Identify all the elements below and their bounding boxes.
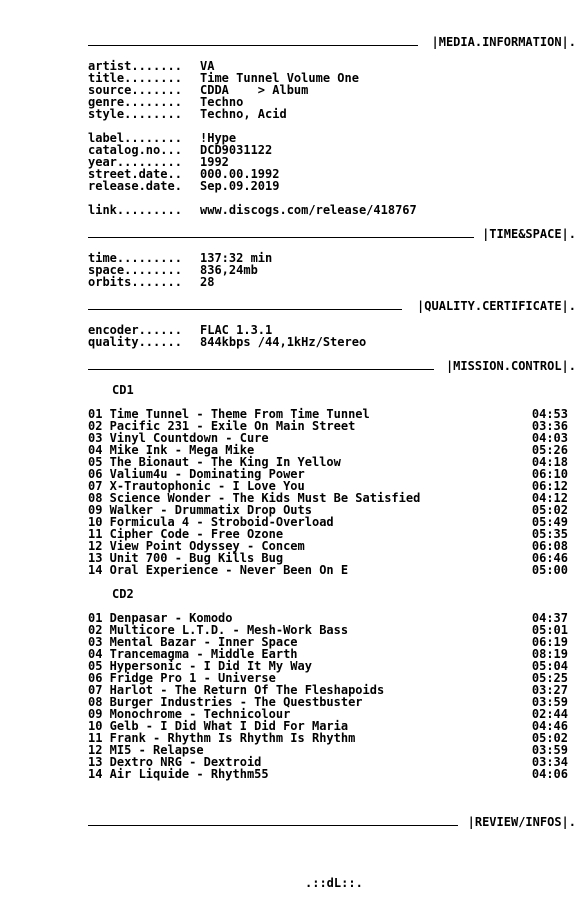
info-value: Sep.09.2019	[200, 179, 280, 193]
section-title: |REVIEW/INFOS|.	[467, 815, 576, 829]
time-space-list	[88, 252, 576, 288]
section-header-review	[88, 816, 576, 828]
info-key: title........	[88, 71, 182, 85]
track-duration: 05:00	[531, 563, 568, 577]
info-key: orbits.......	[88, 275, 182, 289]
track-duration: 05:26	[531, 443, 568, 457]
track-title: 12 MI5 - Relapse	[88, 743, 204, 757]
info-key: artist.......	[88, 59, 182, 73]
info-value: DCD9031122	[200, 143, 273, 157]
track-duration: 04:03	[531, 431, 568, 445]
info-value: 28	[200, 275, 215, 289]
track-duration: 04:18	[531, 455, 568, 469]
info-value: 1992	[200, 155, 229, 169]
track-duration: 04:46	[531, 719, 568, 733]
track-duration: 06:19	[531, 635, 568, 649]
track-duration: 05:25	[531, 671, 568, 685]
tracklist	[88, 384, 576, 780]
info-key: link.........	[88, 203, 182, 217]
track-title: 05 The Bionaut - The King In Yellow	[88, 455, 341, 469]
track-duration: 05:02	[531, 503, 568, 517]
info-value: 836,24mb	[200, 263, 258, 277]
nfo-document	[88, 36, 576, 780]
track-title: 03 Vinyl Countdown - Cure	[88, 431, 269, 445]
track-row	[88, 768, 576, 780]
info-value: 000.00.1992	[200, 167, 280, 181]
track-row	[88, 564, 576, 576]
track-title: 02 Multicore L.T.D. - Mesh-Work Bass	[88, 623, 349, 637]
info-row	[88, 108, 576, 120]
track-title: 04 Mike Ink - Mega Mike	[88, 443, 255, 457]
info-row	[88, 180, 576, 192]
track-title: 01 Time Tunnel - Theme From Time Tunnel	[88, 407, 370, 421]
info-row	[88, 276, 576, 288]
info-row	[88, 204, 576, 216]
track-title: 12 View Point Odyssey - Concem	[88, 539, 305, 553]
info-value: Techno, Acid	[200, 107, 287, 121]
quality-list	[88, 324, 576, 348]
info-value: Time Tunnel Volume One	[200, 71, 359, 85]
section-header-mission	[88, 360, 576, 372]
track-duration: 04:06	[531, 767, 568, 781]
track-duration: 03:59	[531, 743, 568, 757]
section-title: |MEDIA.INFORMATION|.	[431, 35, 576, 49]
section-title: |QUALITY.CERTIFICATE|.	[417, 299, 576, 313]
track-title: 10 Formicula 4 - Stroboid-Overload	[88, 515, 334, 529]
info-value: VA	[200, 59, 215, 73]
track-title: 04 Trancemagma - Middle Earth	[88, 647, 298, 661]
info-value: www.discogs.com/release/418767	[200, 203, 417, 217]
track-title: 03 Mental Bazar - Inner Space	[88, 635, 298, 649]
track-duration: 03:59	[531, 695, 568, 709]
cd-label: CD2	[112, 587, 134, 601]
track-title: 10 Gelb - I Did What I Did For Maria	[88, 719, 349, 733]
track-duration: 05:49	[531, 515, 568, 529]
track-duration: 05:04	[531, 659, 568, 673]
section-title: |MISSION.CONTROL|.	[445, 359, 576, 373]
track-title: 13 Unit 700 - Bug Kills Bug	[88, 551, 284, 565]
cd-label: CD1	[112, 383, 134, 397]
track-title: 06 Valium4u - Dominating Power	[88, 467, 305, 481]
divider	[88, 45, 418, 46]
track-duration: 06:12	[531, 479, 568, 493]
track-title: 14 Oral Experience - Never Been On E	[88, 563, 349, 577]
track-title: 11 Frank - Rhythm Is Rhythm Is Rhythm	[88, 731, 356, 745]
info-value: !Hype	[200, 131, 237, 145]
info-value: 844kbps /44,1kHz/Stereo	[200, 335, 367, 349]
track-duration: 05:35	[531, 527, 568, 541]
info-row	[88, 336, 576, 348]
track-duration: 06:10	[531, 467, 568, 481]
info-key: source.......	[88, 83, 182, 97]
track-title: 01 Denpasar - Komodo	[88, 611, 233, 625]
info-key: encoder......	[88, 323, 182, 337]
info-key: year.........	[88, 155, 182, 169]
track-title: 02 Pacific 231 - Exile On Main Street	[88, 419, 356, 433]
track-title: 08 Burger Industries - The Questbuster	[88, 695, 363, 709]
info-key: label........	[88, 131, 182, 145]
track-duration: 04:53	[531, 407, 568, 421]
section-title: |TIME&SPACE|.	[482, 227, 576, 241]
track-title: 14 Air Liquide - Rhythm55	[88, 767, 269, 781]
track-title: 11 Cipher Code - Free Ozone	[88, 527, 284, 541]
track-duration: 04:12	[531, 491, 568, 505]
info-key: catalog.no...	[88, 143, 182, 157]
info-key: genre........	[88, 95, 182, 109]
track-title: 06 Fridge Pro 1 - Universe	[88, 671, 276, 685]
info-key: space........	[88, 263, 182, 277]
info-value: Techno	[200, 95, 244, 109]
track-duration: 02:44	[531, 707, 568, 721]
divider	[88, 309, 402, 310]
track-duration: 03:36	[531, 419, 568, 433]
info-key: style........	[88, 107, 182, 121]
track-title: 08 Science Wonder - The Kids Must Be Satisfied	[88, 491, 421, 505]
track-duration: 06:46	[531, 551, 568, 565]
signature: .::dL::.	[305, 876, 363, 890]
divider	[88, 369, 434, 370]
track-duration: 05:02	[531, 731, 568, 745]
media-info-list	[88, 60, 576, 216]
info-key: street.date..	[88, 167, 182, 181]
info-key: quality......	[88, 335, 182, 349]
section-header-media	[88, 36, 576, 48]
divider	[88, 825, 458, 826]
section-header-time	[88, 228, 576, 240]
info-key: release.date.	[88, 179, 182, 193]
track-duration: 03:34	[531, 755, 568, 769]
section-header-quality	[88, 300, 576, 312]
divider	[88, 237, 474, 238]
track-duration: 04:37	[531, 611, 568, 625]
track-duration: 06:08	[531, 539, 568, 553]
track-title: 09 Walker - Drummatix Drop Outs	[88, 503, 312, 517]
info-key: time.........	[88, 251, 182, 265]
track-title: 09 Monochrome - Technicolour	[88, 707, 291, 721]
track-duration: 03:27	[531, 683, 568, 697]
info-value: 137:32 min	[200, 251, 273, 265]
track-title: 07 Harlot - The Return Of The Fleshapoids	[88, 683, 385, 697]
track-title: 13 Dextro NRG - Dextroid	[88, 755, 262, 769]
track-duration: 05:01	[531, 623, 568, 637]
track-title: 05 Hypersonic - I Did It My Way	[88, 659, 312, 673]
track-duration: 08:19	[531, 647, 568, 661]
info-value: FLAC 1.3.1	[200, 323, 273, 337]
track-title: 07 X-Trautophonic - I Love You	[88, 479, 305, 493]
info-value: CDDA > Album	[200, 83, 309, 97]
